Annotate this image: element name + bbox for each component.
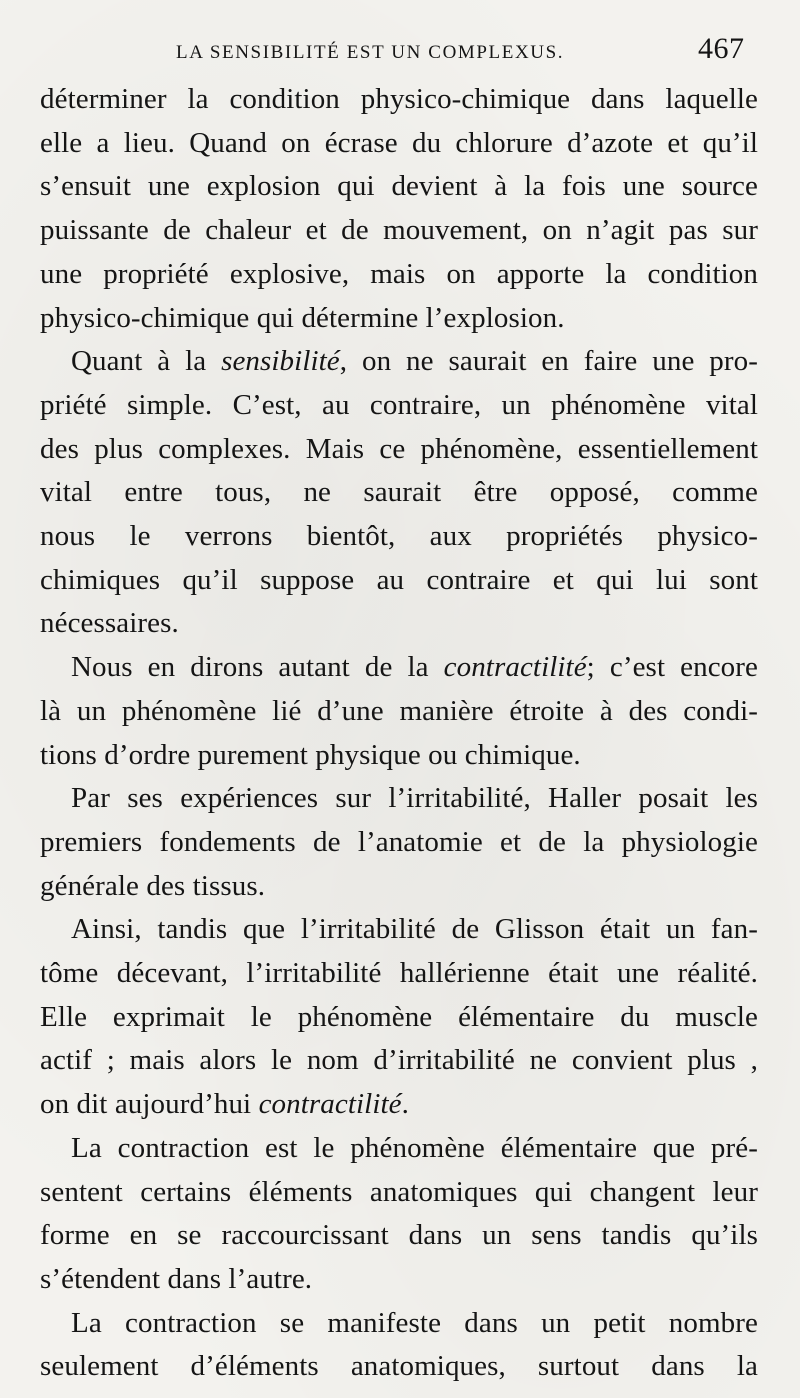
text-fragment: , on ne saurait en faire une pro- [339, 345, 758, 378]
text-line: une propriété explosive, mais on apporte la condition [40, 257, 758, 290]
text-fragment: on dit aujourd’hui [40, 1088, 259, 1121]
text-line: premiers fondements de l’anatomie et de la physiologie [40, 825, 758, 858]
text-line: seulement d’éléments anatomiques, surtout dans la [40, 1350, 758, 1383]
text-line: Elle exprimait le phénomène élémentaire du muscle [40, 1000, 758, 1033]
page-number: 467 [698, 32, 745, 65]
text-line: générale des tissus. [40, 869, 266, 902]
text-line: tôme décevant, l’irritabilité hallérienne était une réalité. [40, 957, 758, 990]
text-line: tions d’ordre purement physique ou chimique. [40, 738, 581, 771]
text-line: là un phénomène lié d’une manière étroite à des condi- [40, 694, 758, 727]
text-line [40, 1083, 758, 1127]
text-line: déterminer la condition physico-chimique dans laquelle [40, 83, 758, 115]
text-line: forme en se raccourcissant dans un sens tandis qu’ils [40, 1219, 758, 1252]
text-line: nécessaires. [40, 607, 179, 640]
text-line: La contraction est le phénomène élémentaire que pré- [71, 1131, 758, 1164]
body-text [40, 78, 758, 1389]
text-line: sentent certains éléments anatomiques qui changent leur [40, 1175, 758, 1208]
text-line [40, 340, 758, 384]
text-line: La contraction se manifeste dans un petit nombre [71, 1306, 758, 1339]
text-fragment: Quant à la [71, 345, 222, 378]
text-line: s’étendent dans l’autre. [40, 1262, 313, 1295]
text-line: physico-chimique qui détermine l’explosion. [40, 301, 565, 334]
text-line: actif ; mais alors le nom d’irritabilité ne convient plus , [40, 1044, 758, 1077]
text-fragment: . [401, 1088, 409, 1121]
text-line: nous le verrons bientôt, aux propriétés physico- [40, 520, 758, 553]
italic-term: contractilité [258, 1088, 402, 1121]
text-line: chimiques qu’il suppose au contraire et qui lui sont [40, 563, 758, 596]
italic-term: sensibilité [221, 345, 340, 378]
text-line: vital entre tous, ne saurait être opposé, comme [40, 476, 758, 509]
italic-term: contractilité [443, 651, 587, 684]
text-line: des plus complexes. Mais ce phénomène, essentiellement [40, 432, 758, 465]
text-line: s’ensuit une explosion qui devient à la fois une source [40, 170, 758, 203]
text-line: Ainsi, tandis que l’irritabilité de Glisson était un fan- [71, 913, 758, 946]
text-line: priété simple. C’est, au contraire, un phénomène vital [40, 388, 758, 421]
page-header [0, 30, 800, 74]
running-title: LA SENSIBILITÉ EST UN COMPLEXUS. [176, 42, 565, 63]
text-line [40, 646, 758, 690]
text-line: elle a lieu. Quand on écrase du chlorure d’azote et qu’il [40, 126, 758, 159]
text-fragment: ; c’est encore [586, 651, 758, 684]
text-line: puissante de chaleur et de mouvement, on n’agit pas sur [40, 214, 758, 247]
text-line: Par ses expériences sur l’irritabilité, Haller posait les [71, 782, 758, 815]
text-fragment: Nous en dirons autant de la [71, 651, 444, 684]
